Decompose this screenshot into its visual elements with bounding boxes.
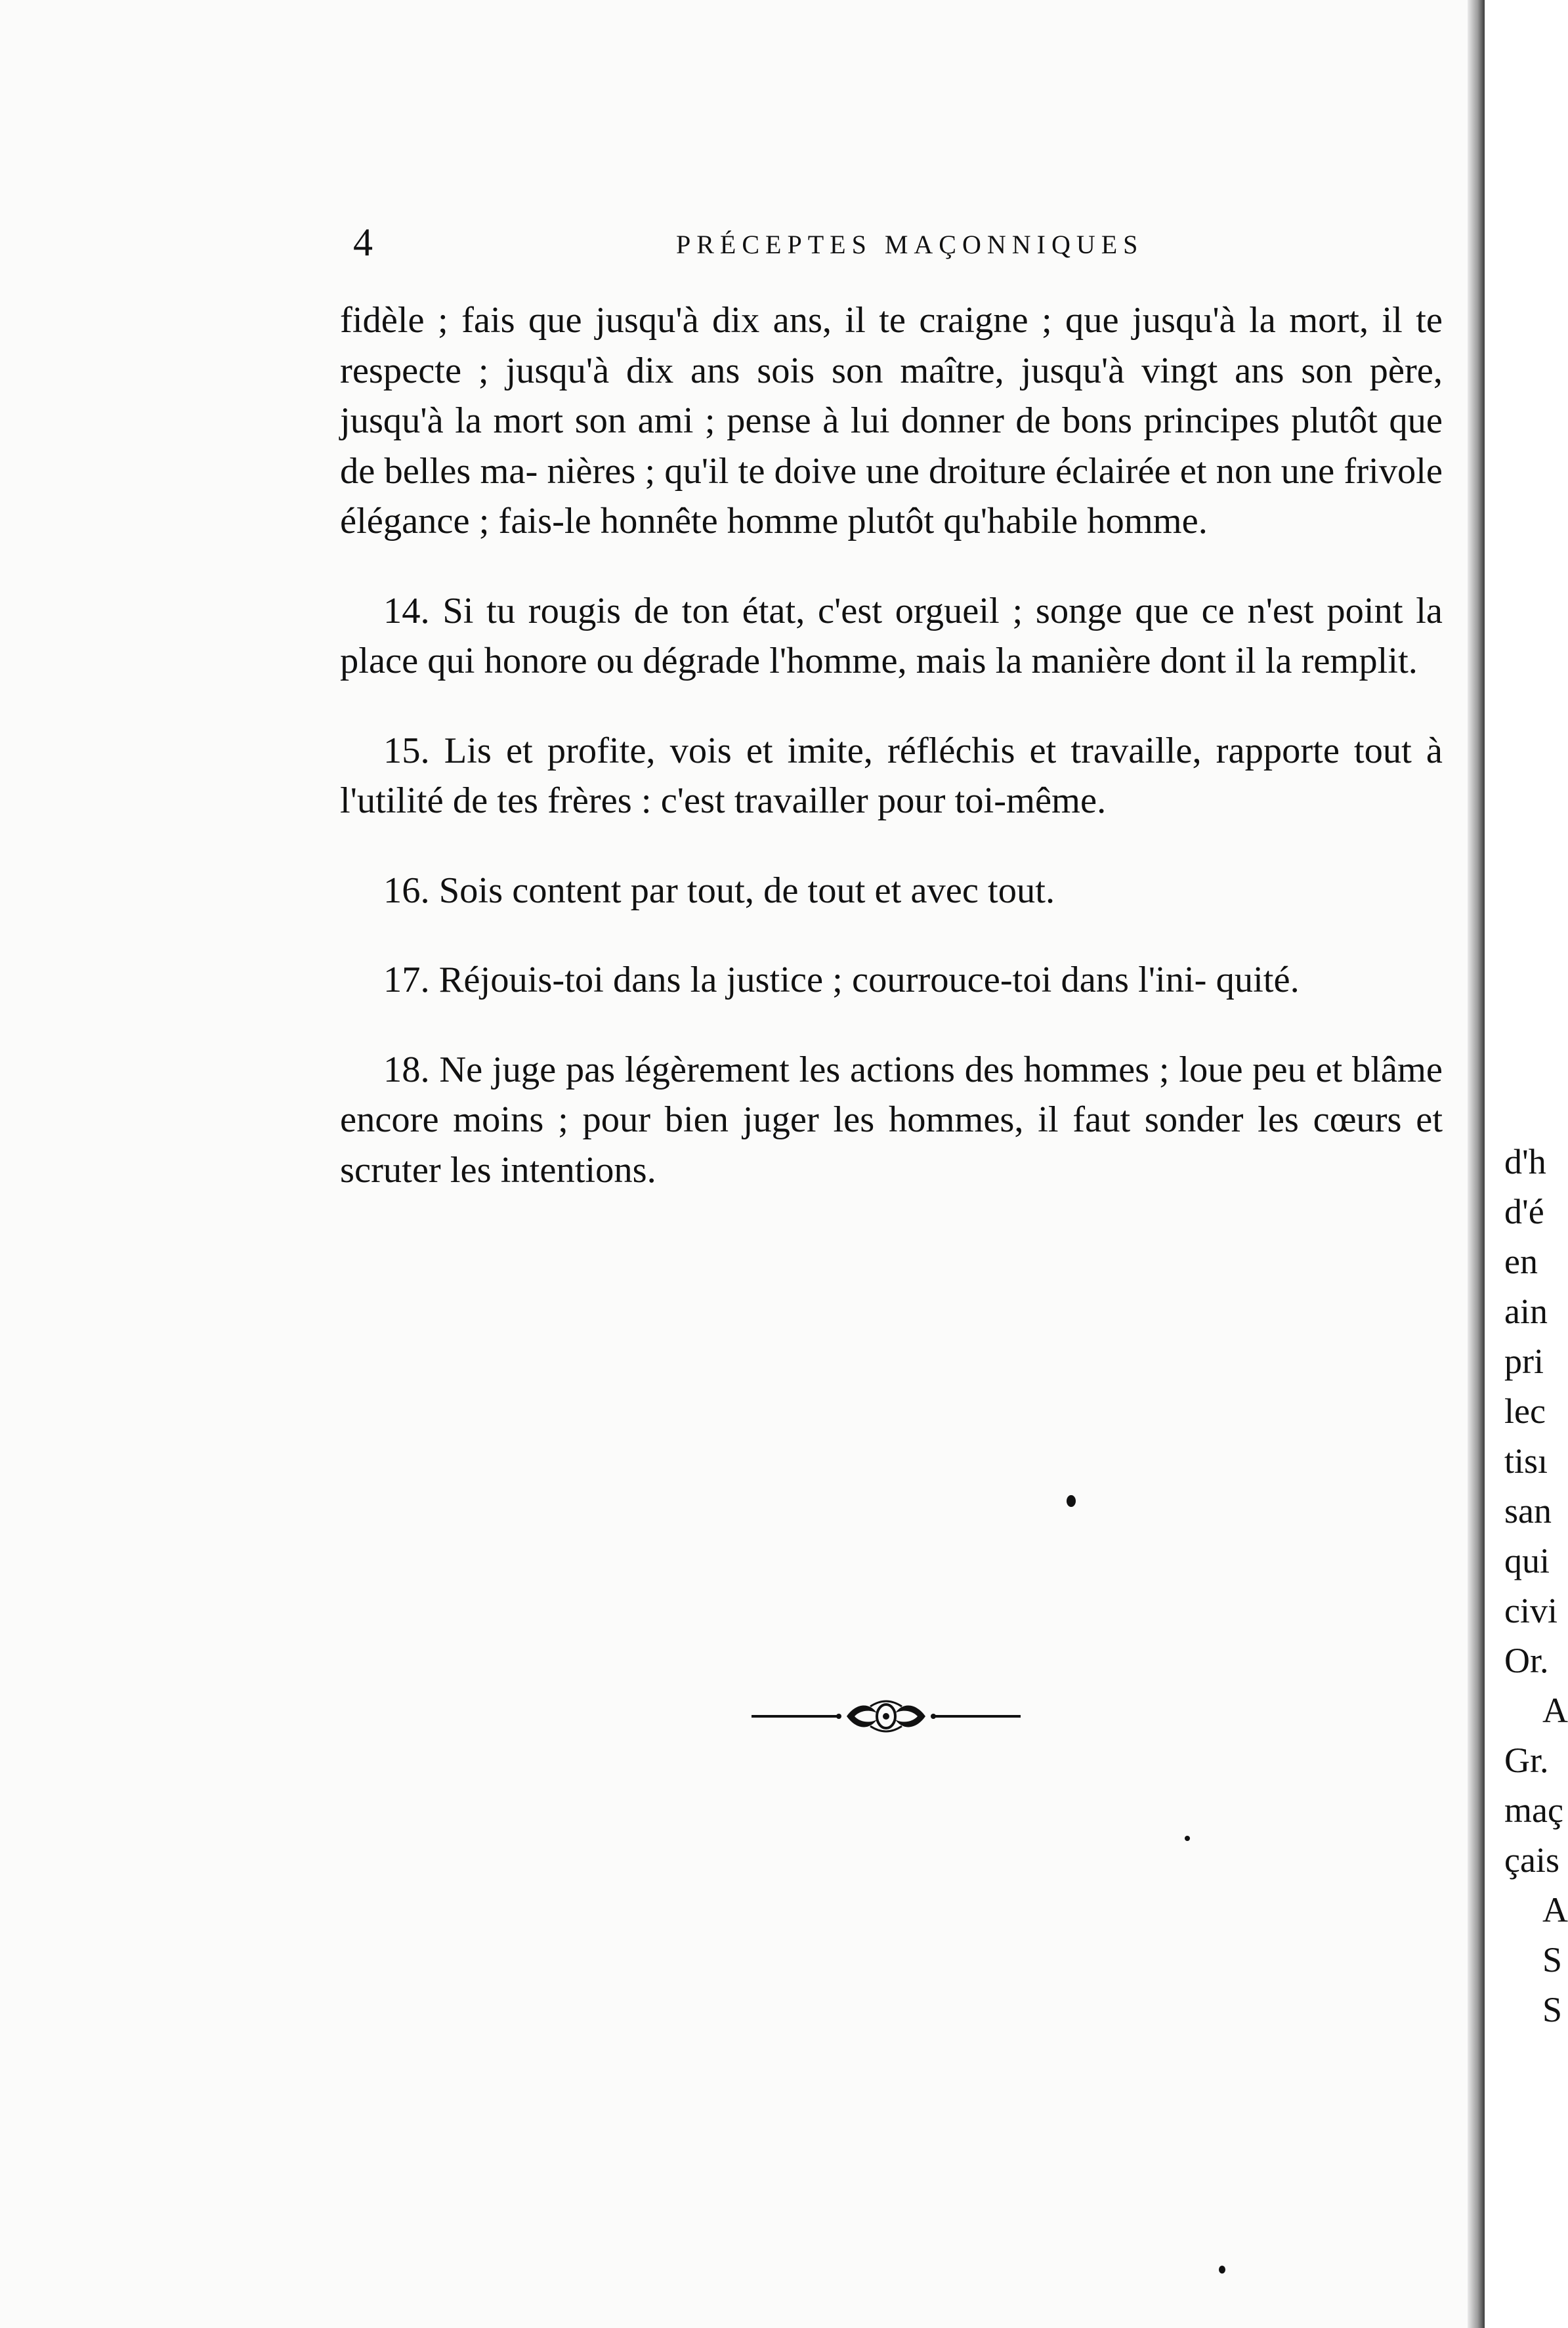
main-text bbox=[340, 295, 1443, 1195]
paragraph-18 bbox=[340, 1045, 1443, 1196]
adjacent-page-fragment bbox=[1485, 0, 1568, 2328]
text-line: loue peu et blâme encore moins ; pour bien juger les bbox=[340, 1049, 1443, 1140]
text-line: 14. Si tu rougis de ton état, c'est orgueil ; songe que bbox=[383, 590, 1189, 631]
fragment-line: d'é bbox=[1504, 1192, 1544, 1231]
paragraph-13-continuation bbox=[340, 295, 1443, 547]
text-line: la mort, il te respecte ; jusqu'à dix ans sois son maître, bbox=[340, 300, 1443, 391]
text-line: jusqu'à vingt ans son père, jusqu'à la mort son ami ; pense bbox=[340, 350, 1443, 441]
fragment-line: S bbox=[1542, 1940, 1563, 1979]
fragment-line: pri bbox=[1504, 1342, 1544, 1381]
fragment-line: san bbox=[1504, 1491, 1552, 1531]
fragment-line: A bbox=[1542, 1890, 1568, 1930]
text-line: rapporte tout à l'utilité de tes frères : c'est travailler pour bbox=[340, 730, 1443, 821]
ink-speck bbox=[1219, 2266, 1225, 2274]
fragment-line: qui bbox=[1504, 1541, 1550, 1580]
paragraph-16 bbox=[340, 866, 1443, 916]
fragment-line: maç bbox=[1504, 1790, 1563, 1830]
text-line: 16. Sois content par tout, de tout et avec tout. bbox=[383, 870, 1055, 911]
fragment-line: en bbox=[1504, 1242, 1538, 1281]
text-line: 18. Ne juge pas légèrement les actions des hommes ; bbox=[383, 1049, 1170, 1090]
page-number: 4 bbox=[353, 221, 374, 264]
ink-speck bbox=[1067, 1495, 1076, 1507]
text-line: mais la manière dont il la remplit. bbox=[916, 641, 1418, 681]
text-line: homme. bbox=[1087, 501, 1208, 541]
text-line: quité. bbox=[1216, 960, 1300, 1000]
paragraph-15 bbox=[340, 726, 1443, 826]
fleuron-ornament-icon bbox=[748, 1693, 1024, 1739]
text-line: nières ; qu'il te doive une droiture éclairée et non une bbox=[547, 450, 1335, 492]
fragment-line: lec bbox=[1504, 1391, 1546, 1431]
fragment-line: d'h bbox=[1504, 1142, 1546, 1181]
fragment-line: çais bbox=[1504, 1840, 1559, 1880]
fragment-line: civi bbox=[1504, 1591, 1557, 1630]
adjacent-page-text bbox=[1504, 1137, 1568, 2035]
ink-speck bbox=[1185, 1836, 1190, 1841]
fragment-line: tisı bbox=[1504, 1441, 1548, 1481]
fragment-line: S bbox=[1542, 1990, 1563, 2029]
text-line: fidèle ; fais que jusqu'à dix ans, il te craigne ; que jusqu'à bbox=[340, 300, 1236, 341]
text-line: 17. Réjouis-toi dans la justice ; courrouce-toi dans l'ini- bbox=[383, 960, 1207, 1000]
text-line: à lui donner de bons principes plutôt que de belles ma- bbox=[340, 400, 1443, 492]
text-line: ce n'est point la place qui honore ou dégrade l'homme, bbox=[340, 590, 1443, 681]
page-gutter-shadow bbox=[1468, 0, 1485, 2328]
running-head bbox=[348, 220, 1437, 272]
running-title: PRÉCEPTES MAÇONNIQUES bbox=[676, 230, 1144, 259]
paragraph-14 bbox=[340, 586, 1443, 687]
fragment-line: Or. bbox=[1504, 1641, 1549, 1680]
fragment-line: ain bbox=[1504, 1292, 1548, 1331]
text-line: 15. Lis et profite, vois et imite, réfléchis et travaille, bbox=[383, 730, 1202, 771]
text-line: frivole élégance ; fais-le honnête homme plutôt qu'habile bbox=[340, 450, 1443, 541]
fragment-line: Gr. bbox=[1504, 1741, 1549, 1780]
text-line: hommes, il faut sonder les cœurs et scruter les intentions. bbox=[340, 1099, 1443, 1191]
paragraph-17 bbox=[340, 955, 1443, 1005]
text-line: toi-même. bbox=[954, 780, 1107, 821]
fragment-line: A bbox=[1542, 1691, 1568, 1730]
